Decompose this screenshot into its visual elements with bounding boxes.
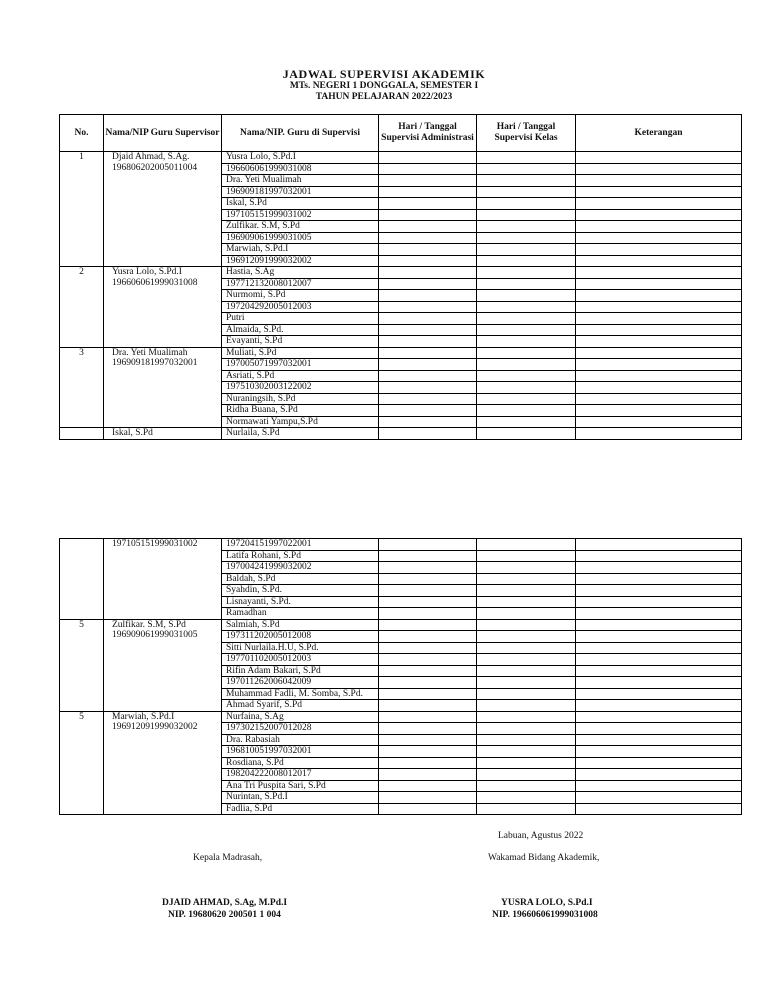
supervised-teacher: Baldah, S.Pd xyxy=(222,573,379,585)
document-title: JADWAL SUPERVISI AKADEMIK xyxy=(282,67,486,81)
class-date-cell[interactable] xyxy=(477,221,576,233)
class-date-cell[interactable] xyxy=(477,734,576,746)
col-header-class-date: Hari / Tanggal Supervisi Kelas xyxy=(477,115,576,152)
class-date-cell[interactable] xyxy=(477,654,576,666)
supervisor-nip: 196912091999032002 xyxy=(112,722,198,732)
note-cell[interactable] xyxy=(576,428,742,440)
note-cell[interactable] xyxy=(576,757,742,769)
note-cell[interactable] xyxy=(576,209,742,221)
note-cell[interactable] xyxy=(576,596,742,608)
admin-date-cell[interactable] xyxy=(379,244,477,256)
vice-principal-role: Wakamad Bidang Akademik, xyxy=(488,853,600,863)
class-date-cell[interactable] xyxy=(477,700,576,712)
supervised-teacher: 196909181997032001 xyxy=(222,186,379,198)
admin-date-cell[interactable] xyxy=(379,619,477,631)
supervisor-cell xyxy=(104,619,222,711)
supervised-teacher: Marwiah, S.Pd.I xyxy=(222,244,379,256)
class-date-cell[interactable] xyxy=(477,803,576,815)
admin-date-cell[interactable] xyxy=(379,301,477,313)
admin-date-cell[interactable] xyxy=(379,608,477,620)
admin-date-cell[interactable] xyxy=(379,209,477,221)
note-cell[interactable] xyxy=(576,539,742,551)
class-date-cell[interactable] xyxy=(477,370,576,382)
note-cell[interactable] xyxy=(576,677,742,689)
admin-date-cell[interactable] xyxy=(379,550,477,562)
class-date-cell[interactable] xyxy=(477,244,576,256)
admin-date-cell[interactable] xyxy=(379,688,477,700)
admin-date-cell[interactable] xyxy=(379,723,477,735)
supervised-teacher: 197712132008012007 xyxy=(222,278,379,290)
note-cell[interactable] xyxy=(576,267,742,279)
supervised-teacher: Evayanti, S.Pd xyxy=(222,336,379,348)
supervised-teacher: 197311202005012008 xyxy=(222,631,379,643)
class-date-cell[interactable] xyxy=(477,163,576,175)
class-date-cell[interactable] xyxy=(477,290,576,302)
supervised-teacher: 197204292005012003 xyxy=(222,301,379,313)
table-row xyxy=(60,428,742,440)
class-date-cell[interactable] xyxy=(477,359,576,371)
class-date-cell[interactable] xyxy=(477,723,576,735)
note-cell[interactable] xyxy=(576,370,742,382)
admin-date-cell[interactable] xyxy=(379,711,477,723)
admin-date-cell[interactable] xyxy=(379,347,477,359)
supervised-teacher: Normawati Yampu,S.Pd xyxy=(222,416,379,428)
class-date-cell[interactable] xyxy=(477,642,576,654)
note-cell[interactable] xyxy=(576,301,742,313)
col-header-admin-date: Hari / Tanggal Supervisi Administrasi xyxy=(379,115,477,152)
note-cell[interactable] xyxy=(576,198,742,210)
supervisor-nip: 196909181997032001 xyxy=(112,358,198,368)
admin-date-cell[interactable] xyxy=(379,290,477,302)
admin-date-cell[interactable] xyxy=(379,734,477,746)
supervised-teacher: Nurintan, S.Pd.I xyxy=(222,792,379,804)
supervised-teacher: Fadlia, S.Pd xyxy=(222,803,379,815)
admin-date-cell[interactable] xyxy=(379,405,477,417)
supervised-teacher: Lisnayanti, S.Pd. xyxy=(222,596,379,608)
class-date-cell[interactable] xyxy=(477,232,576,244)
note-cell[interactable] xyxy=(576,780,742,792)
supervised-teacher: Almaida, S.Pd. xyxy=(222,324,379,336)
admin-date-cell[interactable] xyxy=(379,324,477,336)
headmaster-name: DJAID AHMAD, S.Ag, M.Pd.I xyxy=(162,898,288,908)
class-date-cell[interactable] xyxy=(477,757,576,769)
note-cell[interactable] xyxy=(576,382,742,394)
supervisor-cell xyxy=(104,539,222,620)
note-cell[interactable] xyxy=(576,619,742,631)
admin-date-cell[interactable] xyxy=(379,792,477,804)
admin-date-cell[interactable] xyxy=(379,665,477,677)
supervised-teacher: Ridha Buana, S.Pd xyxy=(222,405,379,417)
supervised-teacher: Rosdiana, S.Pd xyxy=(222,757,379,769)
note-cell[interactable] xyxy=(576,359,742,371)
supervised-teacher: 197701102005012003 xyxy=(222,654,379,666)
admin-date-cell[interactable] xyxy=(379,757,477,769)
admin-date-cell[interactable] xyxy=(379,198,477,210)
class-date-cell[interactable] xyxy=(477,336,576,348)
supervised-teacher: 197302152007012028 xyxy=(222,723,379,735)
supervised-teacher: Nurfaina, S.Ag xyxy=(222,711,379,723)
class-date-cell[interactable] xyxy=(477,711,576,723)
class-date-cell[interactable] xyxy=(477,324,576,336)
class-date-cell[interactable] xyxy=(477,562,576,574)
supervised-teacher: Salmiah, S.Pd xyxy=(222,619,379,631)
class-date-cell[interactable] xyxy=(477,619,576,631)
class-date-cell[interactable] xyxy=(477,198,576,210)
note-cell[interactable] xyxy=(576,336,742,348)
headmaster-nip: NIP. 19680620 200501 1 004 xyxy=(168,910,281,920)
admin-date-cell[interactable] xyxy=(379,654,477,666)
supervised-teacher: Ramadhan xyxy=(222,608,379,620)
supervised-teacher: Iskal, S.Pd xyxy=(222,198,379,210)
class-date-cell[interactable] xyxy=(477,393,576,405)
admin-date-cell[interactable] xyxy=(379,428,477,440)
class-date-cell[interactable] xyxy=(477,347,576,359)
supervised-teacher: Muhammad Fadli, M. Somba, S.Pd. xyxy=(222,688,379,700)
col-header-teacher: Nama/NIP. Guru di Supervisi xyxy=(222,115,379,152)
note-cell[interactable] xyxy=(576,769,742,781)
class-date-cell[interactable] xyxy=(477,267,576,279)
class-date-cell[interactable] xyxy=(477,792,576,804)
note-cell[interactable] xyxy=(576,278,742,290)
note-cell[interactable] xyxy=(576,700,742,712)
note-cell[interactable] xyxy=(576,347,742,359)
supervised-teacher: Putri xyxy=(222,313,379,325)
supervised-teacher: Latifa Rohani, S.Pd xyxy=(222,550,379,562)
class-date-cell[interactable] xyxy=(477,255,576,267)
class-date-cell[interactable] xyxy=(477,209,576,221)
vice-principal-name: YUSRA LOLO, S.Pd.I xyxy=(501,898,593,908)
admin-date-cell[interactable] xyxy=(379,278,477,290)
supervisor-name: Yusra Lolo, S.Pd.I xyxy=(112,267,182,277)
supervised-teacher: Hastia, S.Ag xyxy=(222,267,379,279)
admin-date-cell[interactable] xyxy=(379,573,477,585)
supervised-teacher: 196912091999032002 xyxy=(222,255,379,267)
row-number xyxy=(60,539,104,620)
class-date-cell[interactable] xyxy=(477,382,576,394)
note-cell[interactable] xyxy=(576,244,742,256)
supervisor-cell xyxy=(104,267,222,348)
supervised-teacher: Nurlaila, S.Pd xyxy=(222,428,379,440)
class-date-cell[interactable] xyxy=(477,539,576,551)
supervised-teacher: Sitti Nurlaila.H.U, S.Pd. xyxy=(222,642,379,654)
admin-date-cell[interactable] xyxy=(379,393,477,405)
note-cell[interactable] xyxy=(576,608,742,620)
supervised-teacher: Syahdin, S.Pd. xyxy=(222,585,379,597)
class-date-cell[interactable] xyxy=(477,278,576,290)
supervisor-name: Dra. Yeti Mualimah xyxy=(112,347,188,358)
note-cell[interactable] xyxy=(576,313,742,325)
supervised-teacher: Ana Tri Puspita Sari, S.Pd xyxy=(222,780,379,792)
admin-date-cell[interactable] xyxy=(379,780,477,792)
admin-date-cell[interactable] xyxy=(379,700,477,712)
admin-date-cell[interactable] xyxy=(379,186,477,198)
class-date-cell[interactable] xyxy=(477,416,576,428)
vice-principal-nip: NIP. 196606061999031008 xyxy=(492,910,598,920)
supervisor-cell xyxy=(104,711,222,815)
admin-date-cell[interactable] xyxy=(379,370,477,382)
supervisor-cell xyxy=(104,347,222,428)
admin-date-cell[interactable] xyxy=(379,152,477,164)
note-cell[interactable] xyxy=(576,163,742,175)
note-cell[interactable] xyxy=(576,734,742,746)
supervised-teacher: 197204151997022001 xyxy=(222,539,379,551)
admin-date-cell[interactable] xyxy=(379,163,477,175)
admin-date-cell[interactable] xyxy=(379,539,477,551)
note-cell[interactable] xyxy=(576,792,742,804)
note-cell[interactable] xyxy=(576,186,742,198)
supervisor-cell xyxy=(104,152,222,267)
class-date-cell[interactable] xyxy=(477,405,576,417)
headmaster-role: Kepala Madrasah, xyxy=(193,853,263,863)
class-date-cell[interactable] xyxy=(477,550,576,562)
admin-date-cell[interactable] xyxy=(379,175,477,187)
supervised-teacher: 197105151999031002 xyxy=(222,209,379,221)
supervised-teacher: 197011262006042009 xyxy=(222,677,379,689)
col-header-note: Keterangan xyxy=(576,115,742,152)
class-date-cell[interactable] xyxy=(477,573,576,585)
class-date-cell[interactable] xyxy=(477,780,576,792)
table-row xyxy=(60,619,742,631)
supervisor-nip: 196806202005011004 xyxy=(112,162,198,173)
class-date-cell[interactable] xyxy=(477,596,576,608)
supervised-teacher: Yusra Lolo, S.Pd.I xyxy=(222,152,379,164)
supervisor-name: Zulfikar. S.M, S.Pd xyxy=(112,619,186,630)
supervised-teacher: Ahmad Syarif, S.Pd xyxy=(222,700,379,712)
admin-date-cell[interactable] xyxy=(379,585,477,597)
supervisor-name: Djaid Ahmad, S.Ag. xyxy=(112,152,190,162)
note-cell[interactable] xyxy=(576,803,742,815)
admin-date-cell[interactable] xyxy=(379,382,477,394)
admin-date-cell[interactable] xyxy=(379,746,477,758)
note-cell[interactable] xyxy=(576,232,742,244)
supervised-teacher: Dra. Yeti Mualimah xyxy=(222,175,379,187)
class-date-cell[interactable] xyxy=(477,301,576,313)
supervised-teacher: Nuraningsih, S.Pd xyxy=(222,393,379,405)
supervised-teacher: Muliati, S.Pd xyxy=(222,347,379,359)
note-cell[interactable] xyxy=(576,550,742,562)
class-date-cell[interactable] xyxy=(477,585,576,597)
table-row xyxy=(60,347,742,359)
class-date-cell[interactable] xyxy=(477,665,576,677)
note-cell[interactable] xyxy=(576,405,742,417)
supervised-teacher: 197510302003122002 xyxy=(222,382,379,394)
admin-date-cell[interactable] xyxy=(379,359,477,371)
class-date-cell[interactable] xyxy=(477,677,576,689)
class-date-cell[interactable] xyxy=(477,428,576,440)
note-cell[interactable] xyxy=(576,688,742,700)
note-cell[interactable] xyxy=(576,221,742,233)
supervised-teacher: Asriati, S.Pd xyxy=(222,370,379,382)
supervised-teacher: 198204222008012017 xyxy=(222,769,379,781)
admin-date-cell[interactable] xyxy=(379,336,477,348)
note-cell[interactable] xyxy=(576,324,742,336)
row-number: 5 xyxy=(60,711,104,815)
year-subtitle: TAHUN PELAJARAN 2022/2023 xyxy=(315,92,453,102)
row-number: 3 xyxy=(60,347,104,428)
note-cell[interactable] xyxy=(576,746,742,758)
table-body-page-1 xyxy=(60,152,742,440)
admin-date-cell[interactable] xyxy=(379,416,477,428)
note-cell[interactable] xyxy=(576,393,742,405)
class-date-cell[interactable] xyxy=(477,313,576,325)
admin-date-cell[interactable] xyxy=(379,642,477,654)
supervised-teacher: Dra. Rabasiah xyxy=(222,734,379,746)
supervised-teacher: 196909061999031005 xyxy=(222,232,379,244)
table-row xyxy=(60,267,742,279)
supervisor-name: Marwiah, S.Pd.I xyxy=(112,711,175,722)
note-cell[interactable] xyxy=(576,631,742,643)
supervisor-nip: 196909061999031005 xyxy=(112,630,198,640)
admin-date-cell[interactable] xyxy=(379,803,477,815)
admin-date-cell[interactable] xyxy=(379,631,477,643)
admin-date-cell[interactable] xyxy=(379,232,477,244)
note-cell[interactable] xyxy=(576,416,742,428)
admin-date-cell[interactable] xyxy=(379,596,477,608)
admin-date-cell[interactable] xyxy=(379,677,477,689)
supervised-teacher: Nurmomi, S.Pd xyxy=(222,290,379,302)
schedule-table-page-2 xyxy=(59,538,741,815)
note-cell[interactable] xyxy=(576,290,742,302)
school-subtitle: MTs. NEGERI 1 DONGGALA, SEMESTER I xyxy=(289,81,479,91)
table-row xyxy=(60,711,742,723)
row-number: 1 xyxy=(60,152,104,267)
note-cell[interactable] xyxy=(576,642,742,654)
supervised-teacher: 196606061999031008 xyxy=(222,163,379,175)
note-cell[interactable] xyxy=(576,585,742,597)
class-date-cell[interactable] xyxy=(477,769,576,781)
note-cell[interactable] xyxy=(576,152,742,164)
admin-date-cell[interactable] xyxy=(379,769,477,781)
supervisor-nip: 196606061999031008 xyxy=(112,277,198,288)
class-date-cell[interactable] xyxy=(477,688,576,700)
note-cell[interactable] xyxy=(576,255,742,267)
row-number xyxy=(60,428,104,440)
admin-date-cell[interactable] xyxy=(379,562,477,574)
admin-date-cell[interactable] xyxy=(379,255,477,267)
supervised-teacher: 196810051997032001 xyxy=(222,746,379,758)
supervised-teacher: 197005071997032001 xyxy=(222,359,379,371)
supervisor-name: 197105151999031002 xyxy=(112,539,198,549)
note-cell[interactable] xyxy=(576,562,742,574)
class-date-cell[interactable] xyxy=(477,608,576,620)
note-cell[interactable] xyxy=(576,665,742,677)
place-date: Labuan, Agustus 2022 xyxy=(498,831,584,841)
row-number: 5 xyxy=(60,619,104,711)
table-row xyxy=(60,539,742,551)
supervisor-cell xyxy=(104,428,222,440)
class-date-cell[interactable] xyxy=(477,152,576,164)
table-header-row xyxy=(60,115,742,152)
class-date-cell[interactable] xyxy=(477,175,576,187)
col-header-supervisor: Nama/NIP Guru Supervisor xyxy=(104,115,222,152)
class-date-cell[interactable] xyxy=(477,631,576,643)
note-cell[interactable] xyxy=(576,175,742,187)
class-date-cell[interactable] xyxy=(477,746,576,758)
note-cell[interactable] xyxy=(576,723,742,735)
note-cell[interactable] xyxy=(576,573,742,585)
supervised-teacher: 197004241999032002 xyxy=(222,562,379,574)
col-header-no: No. xyxy=(60,115,104,152)
supervised-teacher: Rifin Adam Bakari, S.Pd xyxy=(222,665,379,677)
note-cell[interactable] xyxy=(576,711,742,723)
admin-date-cell[interactable] xyxy=(379,221,477,233)
table-body-page-2 xyxy=(60,539,742,815)
note-cell[interactable] xyxy=(576,654,742,666)
row-number: 2 xyxy=(60,267,104,348)
supervised-teacher: Zulfikar. S.M, S.Pd xyxy=(222,221,379,233)
supervisor-name: Iskal, S.Pd xyxy=(112,428,153,438)
table-row xyxy=(60,152,742,164)
schedule-table-page-1 xyxy=(59,114,741,441)
admin-date-cell[interactable] xyxy=(379,313,477,325)
admin-date-cell[interactable] xyxy=(379,267,477,279)
class-date-cell[interactable] xyxy=(477,186,576,198)
